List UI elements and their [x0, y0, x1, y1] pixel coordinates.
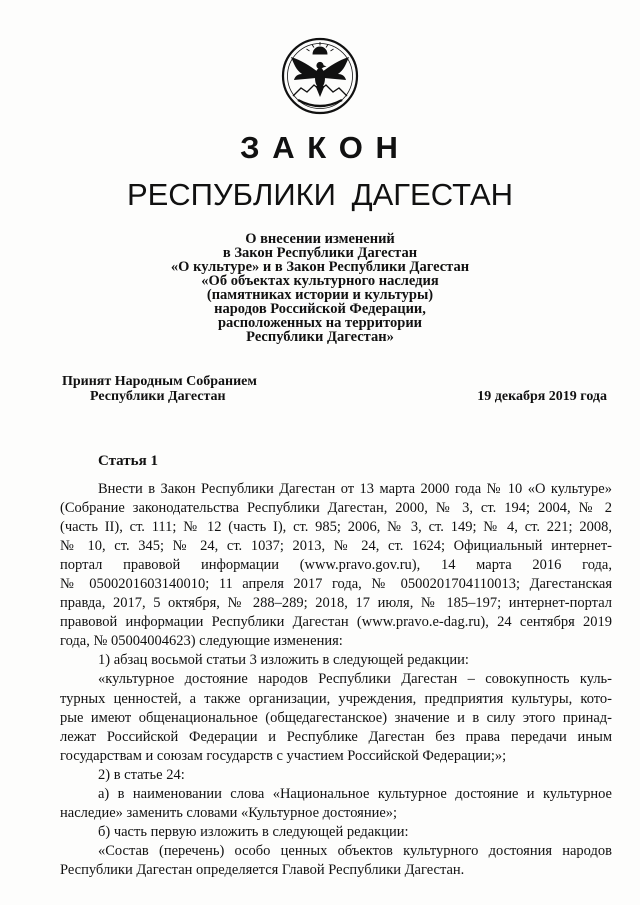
ribbon: [298, 100, 342, 106]
body-line: портал правовой информации (www.pravo.gov.ru), 14 марта 2016 года,: [60, 557, 612, 574]
body-line: 1) абзац восьмой статьи 3 изложить в следующей редакции:: [98, 652, 469, 669]
body-line: № 0500201603140010; 11 апреля 2017 года, № 0500201704110013; Дагестанская: [60, 576, 612, 593]
law-title-line: «Об объектах культурного наследия: [201, 273, 439, 289]
adoption-line-2: Республики Дагестан: [90, 389, 226, 404]
body-line: «Состав (перечень) особо ценных объектов культурного достояния народов: [98, 842, 612, 859]
body-line: б) часть первую изложить в следующей редакции:: [98, 823, 409, 840]
coat-of-arms-icon: [277, 36, 363, 116]
sun-rays: [307, 42, 334, 54]
body-line: наследие» заменить словами «Культурное достояние»;: [60, 804, 398, 821]
law-title-line: (памятниках истории и культуры): [206, 287, 434, 303]
law-title-line: Республики Дагестан»: [246, 329, 394, 345]
republic-heading: РЕСПУБЛИКИ ДАГЕСТАН: [126, 177, 514, 212]
body-line: а) в наименовании слова «Национальное культурное достояние и культурное: [98, 785, 612, 802]
article-heading: Статья 1: [98, 453, 158, 469]
body-line: года, № 05004004623) следующие изменения:: [60, 633, 343, 650]
body-line: рые имеют общенациональное (общедагестанское) значение и в силу этого принад-: [60, 709, 612, 726]
adoption-line-1: Принят Народным Собранием: [62, 374, 257, 389]
body-line: «культурное достояние народов Республики Дагестан – совокупность куль-: [98, 671, 612, 688]
body-line: государствам и союзам государств с участием Российской Федерации;»;: [60, 747, 507, 764]
body-line: лежат Российской Федерации и Республике Дагестан без права передачи иным: [60, 728, 612, 745]
body-line: правда, 2017, 5 октября, № 288–289; 2018, 17 июля, № 185–197; интернет-портал: [60, 595, 612, 612]
body-line: турных ценностей, а также организации, учреждения, предприятия культуры, кото-: [60, 690, 612, 707]
law-heading: З А К О Н: [240, 130, 400, 165]
law-title: [0, 232, 640, 344]
eagle-figure: [291, 57, 349, 97]
law-title-line: народов Российской Федерации,: [214, 301, 426, 317]
body-line: (часть II), ст. 111; № 12 (часть I), ст. 985; 2006, № 3, ст. 149; № 4, ст. 221; 2008,: [60, 519, 612, 536]
body-line: Республики Дагестан определяется Главой Республики Дагестан.: [60, 861, 465, 878]
law-title-line: в Закон Республики Дагестан: [222, 245, 418, 261]
body-line: правовой информации Республики Дагестан (www.pravo.e-dag.ru), 24 сентября 2019: [60, 614, 612, 631]
body-line: 2) в статье 24:: [98, 766, 185, 783]
article-body: [60, 480, 612, 880]
law-title-line: расположенных на территории: [217, 315, 423, 331]
body-line: Внести в Закон Республики Дагестан от 13 марта 2000 года № 10 «О культуре»: [98, 481, 612, 497]
adoption-date: 19 декабря 2019 года: [477, 389, 607, 404]
law-title-line: «О культуре» и в Закон Республики Дагестан: [170, 259, 470, 275]
body-line: № 10, ст. 345; № 24, ст. 1037; 2013, № 24, ст. 1624; Официальный интернет-: [60, 538, 612, 555]
adoption-note: [62, 374, 257, 404]
law-title-line: О внесении изменений: [245, 231, 395, 247]
body-line: (Собрание законодательства Республики Дагестан, 2000, № 3, ст. 194; 2004, № 2: [60, 500, 612, 517]
